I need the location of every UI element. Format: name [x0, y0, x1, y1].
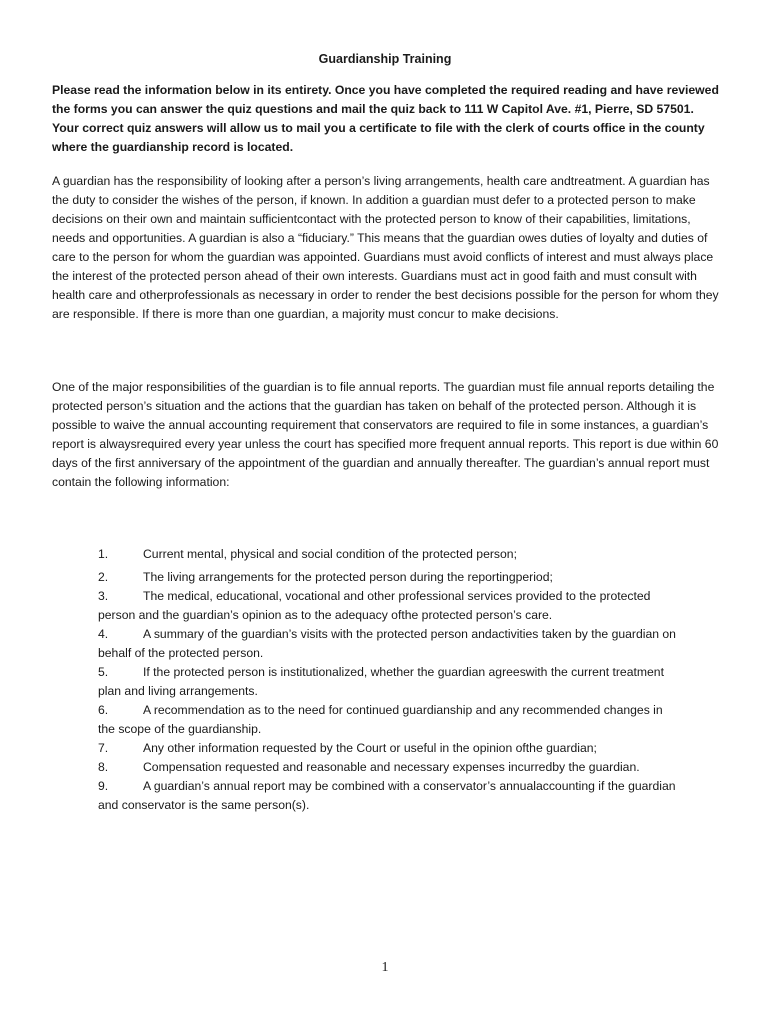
- page-number: 1: [381, 960, 389, 975]
- list-item-number: 4.: [98, 627, 109, 641]
- annual-report-requirements-list: [98, 545, 678, 815]
- list-item-number: 5.: [98, 665, 109, 679]
- list-item-number: 6.: [98, 703, 109, 717]
- paragraph-annual-reports: One of the major responsibilities of the guardian is to file annual reports. The guardian must file annual reports detailing the protected person’s situation and the actions that the guardian has taken on behalf of the protected person. Although it is possible to waive the annual accounting requirement that conservators are required to file in some instances, a guardian’s report is alwaysrequired every year unless the court has specified more frequent annual reports. This report is due within 60 days of the first anniversary of the appointment of the guardian and annually thereafter. The guardian’s annual report must contain the following information:: [52, 380, 719, 489]
- list-item-text: If the protected person is institutionalized, whether the guardian agreeswith the current treatment plan and living arrangements.: [98, 665, 664, 698]
- list-item: [98, 545, 678, 564]
- list-item-number: 2.: [98, 570, 109, 584]
- list-item-text: Current mental, physical and social condition of the protected person;: [143, 547, 517, 561]
- intro-instructions: Please read the information below in its entirety. Once you have completed the required reading and have reviewed the forms you can answer the quiz questions and mail the quiz back to 111 W Capitol Ave. #1, Pierre, SD 57501. Your correct quiz answers will allow us to mail you a certificate to file with the clerk of courts office in the county where the guardianship record is located.: [52, 83, 719, 154]
- list-item: [98, 625, 678, 663]
- list-item-text: The living arrangements for the protected person during the reportingperiod;: [143, 570, 553, 584]
- list-item: [98, 777, 678, 815]
- list-item: [98, 587, 678, 625]
- list-item: [98, 758, 678, 777]
- document-title: Guardianship Training: [318, 52, 452, 66]
- list-item-text: A guardian’s annual report may be combined with a conservator’s annualaccounting if the guardian and conservator is the same person(s).: [98, 779, 676, 812]
- list-item: [98, 739, 678, 758]
- list-item-text: Compensation requested and reasonable and necessary expenses incurredby the guardian.: [143, 760, 640, 774]
- list-item-text: The medical, educational, vocational and other professional services provided to the protected person and the guardian’s opinion as to the adequacy ofthe protected person’s care.: [98, 589, 651, 622]
- list-item-number: 3.: [98, 589, 109, 603]
- list-item-text: A summary of the guardian’s visits with the protected person andactivities taken by the guardian on behalf of the protected person.: [98, 627, 676, 660]
- list-item-number: 8.: [98, 760, 109, 774]
- list-item-number: 7.: [98, 741, 109, 755]
- list-item-number: 1.: [98, 547, 109, 561]
- list-item: [98, 701, 678, 739]
- list-item: [98, 663, 678, 701]
- list-item-number: 9.: [98, 779, 109, 793]
- list-item-text: Any other information requested by the Court or useful in the opinion ofthe guardian;: [143, 741, 597, 755]
- list-item: [98, 568, 678, 587]
- paragraph-guardian-responsibilities: A guardian has the responsibility of looking after a person’s living arrangements, health care andtreatment. A guardian has the duty to consider the wishes of the person, if known. In addition a guardian must defer to a protected person to make decisions on their own and maintain sufficientcontact with the protected person to know of their capabilities, limitations, needs and opportunities. A guardian is also a “fiduciary.” This means that the guardian owes duties of loyalty and duties of care to the person for whom the guardian was appointed. Guardians must avoid conflicts of interest and must always place the interest of the protected person ahead of their own interests. Guardians must act in good faith and must consult with health care and otherprofessionals as necessary in order to render the best decisions possible for the person for whom they are responsible. If there is more than one guardian, a majority must concur to make decisions.: [52, 174, 719, 321]
- list-item-text: A recommendation as to the need for continued guardianship and any recommended changes in the scope of the guardianship.: [98, 703, 663, 736]
